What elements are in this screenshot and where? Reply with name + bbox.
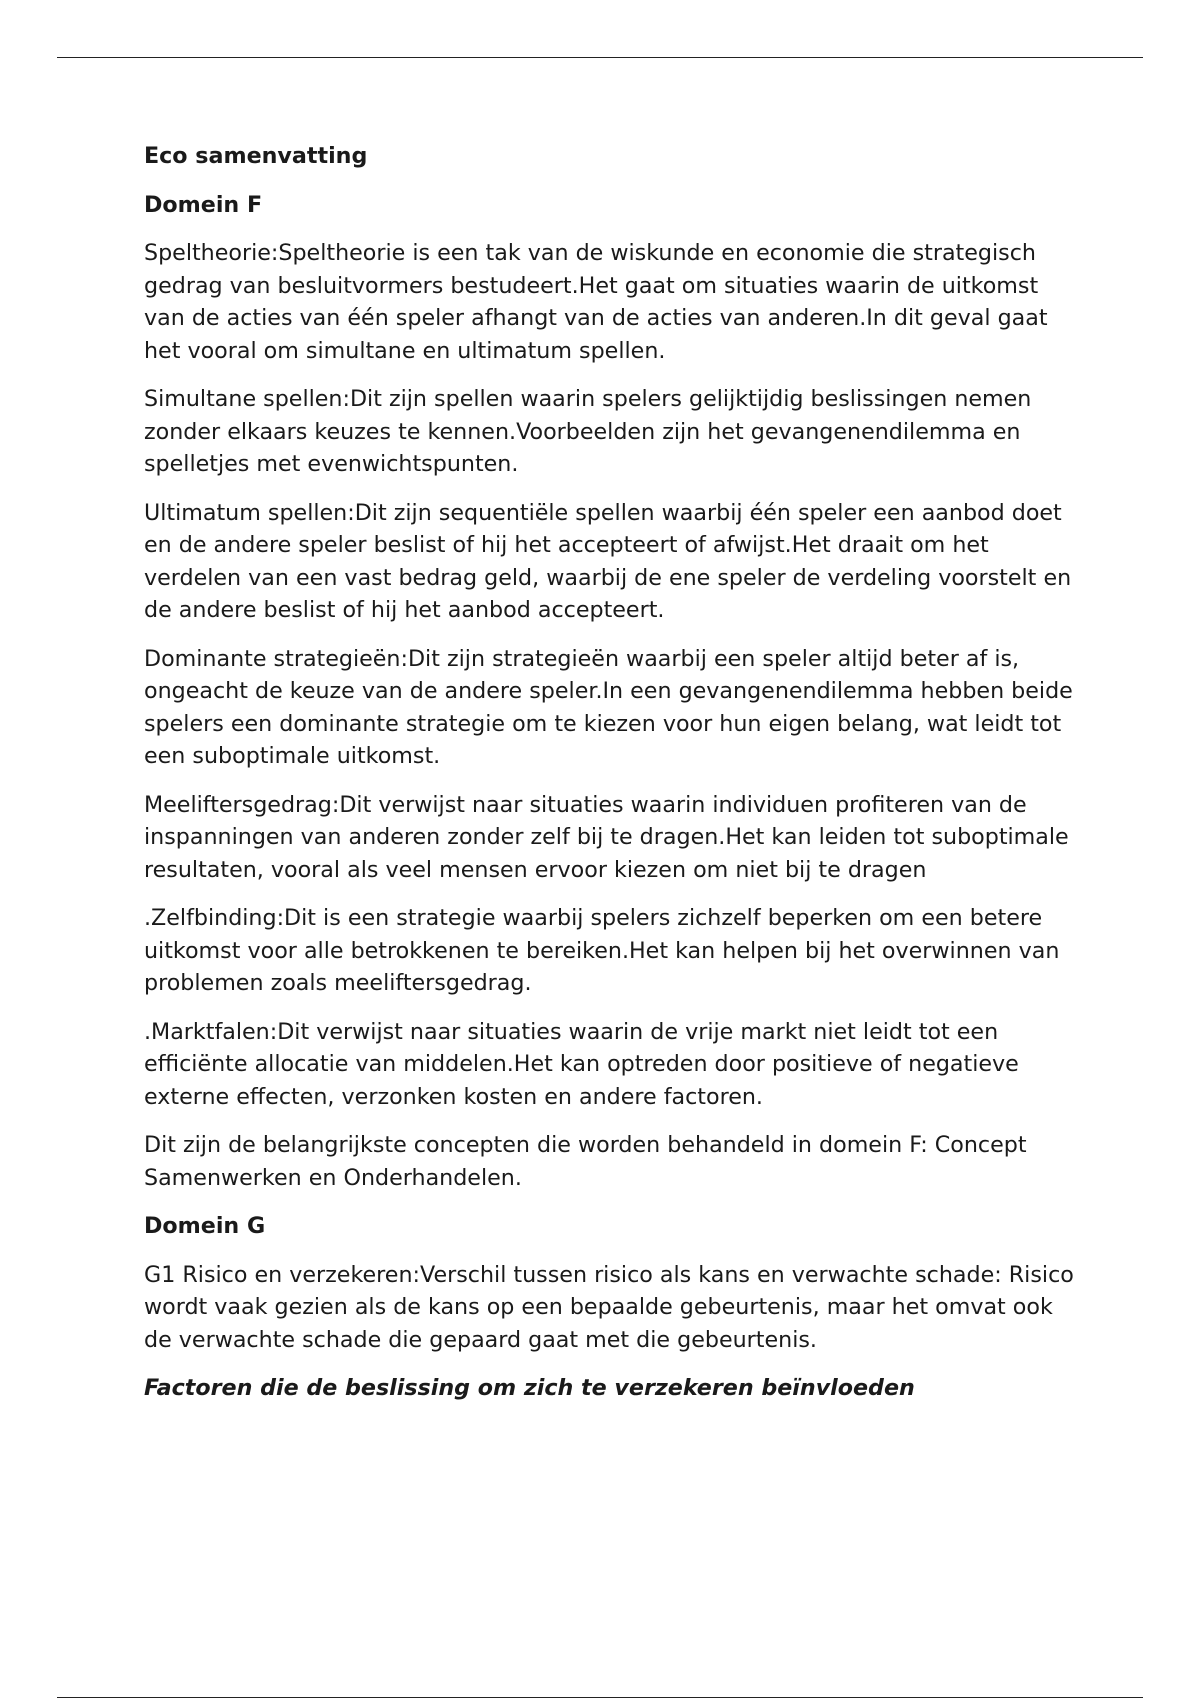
- paragraph-marktfalen: .Marktfalen:Dit verwijst naar situaties waarin de vrije markt niet leidt tot een efficiënte allocatie van middelen.Het kan optreden door positieve of negatieve externe effecten, verzonken kosten en andere factoren.: [144, 1018, 1019, 1110]
- paragraph-meeliftersgedrag: Meeliftersgedrag:Dit verwijst naar situaties waarin individuen profiteren van de inspanningen van anderen zonder zelf bij te dragen.Het kan leiden tot suboptimale resultaten, vooral als veel mensen ervoor kiezen om niet bij te dragen: [144, 791, 1069, 883]
- subheading-factors: Factoren die de beslissing om zich te verzekeren beïnvloeden: [144, 1375, 915, 1401]
- paragraph-speltheorie: Speltheorie:Speltheorie is een tak van de wiskunde en economie die strategisch gedrag van besluitvormers bestudeert.Het gaat om situaties waarin de uitkomst van de acties van één speler afhangt van de acties van anderen.In dit geval gaat het vooral om simultane en ultimatum spellen.: [144, 240, 1048, 364]
- domain-f-heading: Domein F: [144, 191, 263, 218]
- paragraph-zelfbinding: .Zelfbinding:Dit is een strategie waarbij spelers zichzelf beperken om een betere uitkomst voor alle betrokkenen te bereiken.Het kan helpen bij het overwinnen van problemen zoals meeliftersgedrag.: [144, 905, 1060, 996]
- paragraph-g1-risico: G1 Risico en verzekeren:Verschil tussen risico als kans en verwachte schade: Risico wordt vaak gezien als de kans op een bepaalde gebeurtenis, maar het omvat ook de verwachte schade die gepaard gaat met die gebeurtenis.: [144, 1261, 1074, 1353]
- paragraph-dominante-strategieen: Dominante strategieën:Dit zijn strategieën waarbij een speler altijd beter af is, ongeacht de keuze van de andere speler.In een gevangenendilemma hebben beide spelers een dominante strategie om te kiezen voor hun eigen belang, wat leidt tot een suboptimale uitkomst.: [144, 645, 1073, 769]
- document-title: Eco samenvatting: [144, 143, 368, 169]
- domain-g-heading: Domein G: [144, 1213, 266, 1239]
- document-body: [144, 140, 1079, 1421]
- header-rule: [57, 57, 1143, 58]
- paragraph-summary-f: Dit zijn de belangrijkste concepten die worden behandeld in domein F: Concept Samenwerken en Onderhandelen.: [144, 1132, 1027, 1191]
- paragraph-ultimatum-spellen: Ultimatum spellen:Dit zijn sequentiële spellen waarbij één speler een aanbod doet en de andere speler beslist of hij het accepteert of afwijst.Het draait om het verdelen van een vast bedrag geld, waarbij de ene speler de verdeling voorstelt en de andere beslist of hij het aanbod accepteert.: [144, 499, 1072, 623]
- footer-rule: [57, 1697, 1143, 1698]
- paragraph-simultane-spellen: Simultane spellen:Dit zijn spellen waarin spelers gelijktijdig beslissingen nemen zonder elkaars keuzes te kennen.Voorbeelden zijn het gevangenendilemma en spelletjes met evenwichtspunten.: [144, 386, 1032, 477]
